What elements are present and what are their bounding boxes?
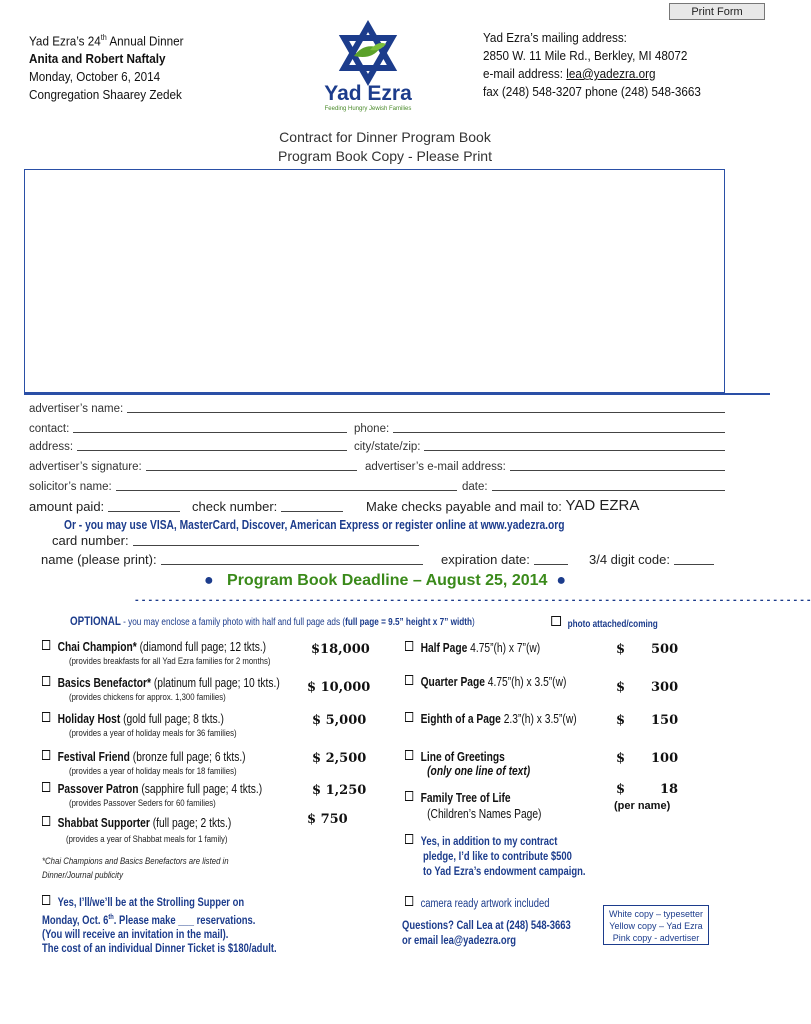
field-label: 3/4 digit code: [589, 552, 670, 567]
price-quarter: 300 [651, 680, 679, 695]
dollar-sign: $ [616, 642, 626, 657]
price-family-tree: 18 [660, 782, 679, 797]
field-label: card number: [52, 533, 129, 548]
ad-option-family-tree[interactable]: Family Tree of Life (Children’s Names Page) [405, 791, 541, 821]
checkbox-icon [42, 750, 50, 760]
mailing-info [483, 29, 753, 101]
copy-distribution-box [603, 905, 709, 945]
digit-code-field[interactable] [589, 552, 714, 567]
date-field[interactable] [462, 481, 725, 493]
price-shabbat: $ 750 [307, 812, 348, 827]
sponsorship-option[interactable]: Holiday Host (gold full page; 8 tkts.) (provides a year of holiday meals for 36 families) [42, 712, 273, 739]
logo-tagline: Feeding Hungry Jewish Families [324, 106, 412, 112]
price-eighth: 150 [651, 713, 679, 728]
strolling-supper-option[interactable]: Yes, I’ll/we’ll be at the Strolling Supper on Monday, Oct. 6th. Please make ___ reservations. (You will receive an invitation in the mail). The cost of an individual Dinner Ticket is $180/adult. [42, 897, 277, 956]
copy-white: White copy – typesetter [608, 909, 704, 919]
make-checks-note: Make checks payable and mail to: YAD EZRA [366, 497, 640, 514]
print-form-button[interactable]: Print Form [669, 3, 765, 20]
price-passover: $ 1,250 [312, 783, 367, 798]
ad-option-eighth[interactable]: Eighth of a Page 2.3”(h) x 3.5”(w) [405, 712, 577, 726]
program-book-copy-area[interactable] [24, 169, 725, 393]
solicitor-name-field[interactable] [29, 481, 457, 493]
checkbox-icon [405, 791, 413, 801]
price-holiday: $ 5,000 [312, 713, 367, 728]
field-label: check number: [192, 499, 278, 514]
field-label: city/state/zip: [354, 441, 421, 453]
field-label: advertiser’s name: [29, 403, 124, 415]
checkbox-icon [405, 641, 413, 651]
ad-option-quarter[interactable]: Quarter Page 4.75”(h) x 3.5”(w) [405, 675, 566, 689]
signature-field[interactable] [29, 461, 357, 473]
dollar-sign: $ [616, 713, 626, 728]
field-label: name (please print): [41, 552, 157, 567]
checkbox-icon [405, 896, 413, 906]
checkbox-icon [42, 782, 50, 792]
sponsorship-option[interactable]: Festival Friend (bronze full page; 6 tkts.) (provides a year of holiday meals for 18 families) [42, 750, 290, 777]
mailing-address: 2850 W. 11 Mile Rd., Berkley, MI 48072 [483, 48, 688, 63]
checkbox-icon [405, 675, 413, 685]
dollar-sign: $ [616, 782, 626, 797]
artwork-option[interactable]: camera ready artwork included [405, 896, 550, 910]
card-payment-note: Or - you may use VISA, MasterCard, Discover, American Express or register online at www.yadezra.org [64, 518, 565, 532]
copy-pink: Pink copy - advertiser [612, 933, 700, 943]
copy-yellow: Yellow copy – Yad Ezra [609, 921, 703, 931]
field-label: expiration date: [441, 552, 530, 567]
event-venue: Congregation Shaarey Zedek [29, 87, 182, 103]
card-number-field[interactable] [52, 533, 419, 548]
fax-phone: fax (248) 548-3207 phone (248) 548-3663 [483, 84, 701, 99]
contract-subtitle: Program Book Copy - Please Print [278, 148, 492, 164]
endowment-option[interactable]: Yes, in addition to my contract pledge, I’d like to contribute $500 to Yad Ezra’s endowment campaign. [405, 834, 585, 880]
checkbox-icon [42, 676, 50, 686]
price-greetings: 100 [651, 751, 679, 766]
ad-option-greetings[interactable]: Line of Greetings (only one line of text) [405, 750, 530, 778]
payee: YAD EZRA [565, 497, 640, 514]
checkbox-icon [42, 816, 50, 826]
field-label: address: [29, 441, 74, 453]
checkbox-icon [42, 712, 50, 722]
email-line: e-mail address: lea@yadezra.org [483, 66, 656, 81]
field-label: amount paid: [29, 499, 105, 514]
price-festival: $ 2,500 [312, 751, 367, 766]
event-date: Monday, October 6, 2014 [29, 69, 161, 85]
deadline-banner: ● Program Book Deadline – August 25, 2014 ● [204, 572, 566, 589]
logo-wordmark: Yad Ezra [324, 82, 412, 105]
phone-field[interactable] [354, 423, 725, 435]
field-label: contact: [29, 423, 70, 435]
price-chai: $18,000 [311, 642, 370, 657]
dollar-sign: $ [616, 751, 626, 766]
field-label: date: [462, 481, 488, 493]
dashed-divider: - - - - - - - - - - - - - - - - - - - - - - - - - - - - - - - - - - - - - - - - - - - - - - - - - - - - - - - - - - - - - - - - - - - - - - - - - - - - - - - - - - - - - - - - - - - - - - - - - - - - - [135, 594, 811, 606]
checkbox-icon [42, 895, 50, 905]
bullet-icon: ● [204, 572, 214, 589]
price-basics: $ 10,000 [307, 680, 371, 695]
field-label: advertiser’s e-mail address: [365, 461, 506, 473]
checkbox-icon [42, 640, 50, 650]
field-label: phone: [354, 423, 390, 435]
photo-checkbox[interactable]: photo attached/coming [552, 616, 658, 630]
dollar-sign: $ [616, 680, 626, 695]
advertiser-name-field[interactable] [29, 403, 725, 415]
amount-paid-field[interactable] [29, 499, 180, 514]
field-label: solicitor’s name: [29, 481, 112, 493]
event-title: Yad Ezra’s 24th Annual Dinner [29, 33, 184, 49]
footnote: *Chai Champions and Basics Benefactors are listed in Dinner/Journal publicity [42, 856, 229, 881]
email-link[interactable]: lea@yadezra.org [566, 66, 656, 81]
per-name-note: (per name) [614, 800, 671, 812]
honorees: Anita and Robert Naftaly [29, 51, 166, 67]
checkbox-icon [405, 712, 413, 722]
sponsorship-option[interactable]: Shabbat Supporter (full page; 2 tkts.) (provides a year of Shabbat meals for 1 family) [42, 816, 273, 845]
yad-ezra-logo [312, 24, 424, 114]
sponsorship-option[interactable]: Basics Benefactor* (platinum full page; 10 tkts.) (provides chickens for approx. 1,300 families) [42, 676, 332, 703]
event-info [29, 29, 263, 104]
sponsorship-option[interactable]: Chai Champion* (diamond full page; 12 tkts.) (provides breakfasts for all Yad Ezra families for 2 months) [42, 640, 315, 667]
ad-option-half[interactable]: Half Page 4.75”(h) x 7”(w) [405, 641, 540, 655]
sponsorship-option[interactable]: Passover Patron (sapphire full page; 4 tkts.) (provides Passover Seders for 60 families) [42, 782, 310, 809]
contract-title: Contract for Dinner Program Book [279, 129, 491, 145]
bullet-icon: ● [556, 572, 566, 589]
city-state-zip-field[interactable] [354, 441, 725, 453]
price-half: 500 [651, 642, 679, 657]
checkbox-icon [405, 834, 413, 844]
optional-note: OPTIONAL - you may enclose a family photo with half and full page ads (full page = 9.5” height x 7” width) [70, 614, 475, 628]
name-print-field[interactable] [41, 552, 423, 567]
mailing-label: Yad Ezra’s mailing address: [483, 30, 627, 45]
field-label: advertiser’s signature: [29, 461, 142, 473]
questions-note: Questions? Call Lea at (248) 548-3663 or email lea@yadezra.org [402, 920, 571, 947]
check-number-field[interactable] [192, 499, 343, 514]
checkbox-icon [405, 750, 413, 760]
contact-field[interactable] [29, 423, 347, 435]
advertiser-email-field[interactable] [365, 461, 725, 473]
divider [24, 393, 770, 395]
expiration-date-field[interactable] [441, 552, 568, 567]
address-field[interactable] [29, 441, 347, 453]
checkbox-icon [551, 616, 561, 626]
